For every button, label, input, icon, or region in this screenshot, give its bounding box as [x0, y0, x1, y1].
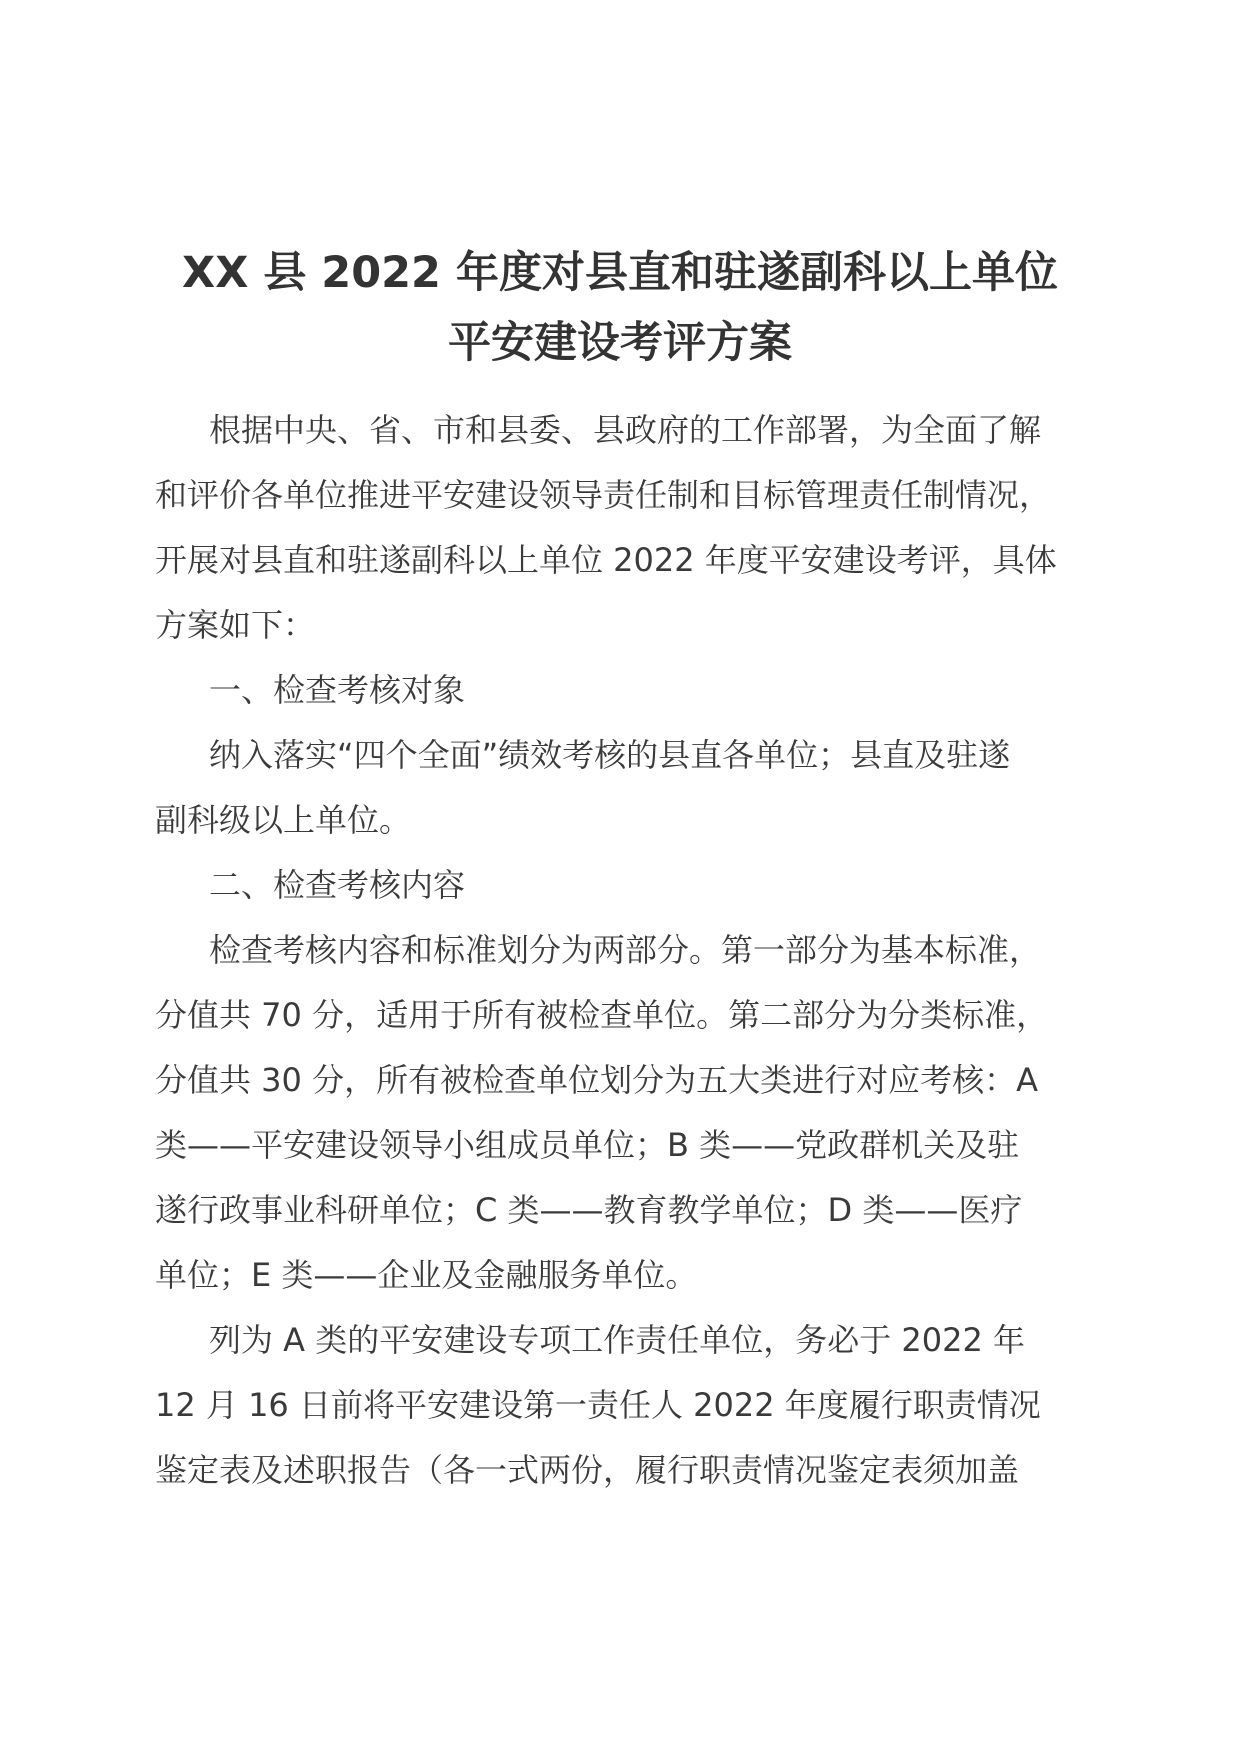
text-line: 鉴定表及述职报告（各一式两份，履行职责情况鉴定表须加盖: [155, 1451, 1020, 1489]
paragraph-category-a: [155, 1308, 1085, 1503]
text-line: 纳入落实“四个全面”绩效考核的县直各单位；县直及驻遂: [209, 736, 1011, 774]
section-heading-1: [155, 658, 1085, 723]
section-heading-2: [155, 853, 1085, 918]
paragraph-targets: [155, 723, 1085, 853]
paragraph-content: [155, 918, 1085, 1308]
text-line: 方案如下：: [155, 606, 316, 644]
text-line: 一、检查考核对象: [209, 671, 466, 709]
text-line: 副科级以上单位。: [155, 801, 412, 839]
text-line: 根据中央、省、市和县委、县政府的工作部署，为全面了解: [209, 411, 1042, 449]
text-line: 遂行政事业科研单位；C 类——教育教学单位；D 类——医疗: [155, 1191, 1023, 1229]
title-line: XX 县 2022 年度对县直和驻遂副科以上单位: [182, 248, 1058, 298]
text-line: 类——平安建设领导小组成员单位；B 类——党政群机关及驻: [155, 1126, 1020, 1164]
text-line: 分值共 70 分，适用于所有被检查单位。第二部分为分类标准，: [155, 996, 1049, 1034]
text-line: 二、检查考核内容: [209, 866, 466, 904]
text-line: 检查考核内容和标准划分为两部分。第一部分为基本标准，: [209, 931, 1042, 969]
paragraph-intro: [155, 398, 1085, 658]
document-body: [155, 398, 1085, 1503]
text-line: 分值共 30 分，所有被检查单位划分为五大类进行对应考核：A: [155, 1061, 1038, 1099]
title-line: 平安建设考评方案: [448, 318, 792, 368]
document-title: [150, 238, 1090, 378]
text-line: 和评价各单位推进平安建设领导责任制和目标管理责任制情况，: [155, 476, 1052, 514]
text-line: 列为 A 类的平安建设专项工作责任单位，务必于 2022 年: [209, 1321, 1026, 1359]
text-line: 12 月 16 日前将平安建设第一责任人 2022 年度履行职责情况: [155, 1386, 1041, 1424]
text-line: 单位；E 类——企业及金融服务单位。: [155, 1256, 698, 1294]
text-line: 开展对县直和驻遂副科以上单位 2022 年度平安建设考评，具体: [155, 541, 1057, 579]
